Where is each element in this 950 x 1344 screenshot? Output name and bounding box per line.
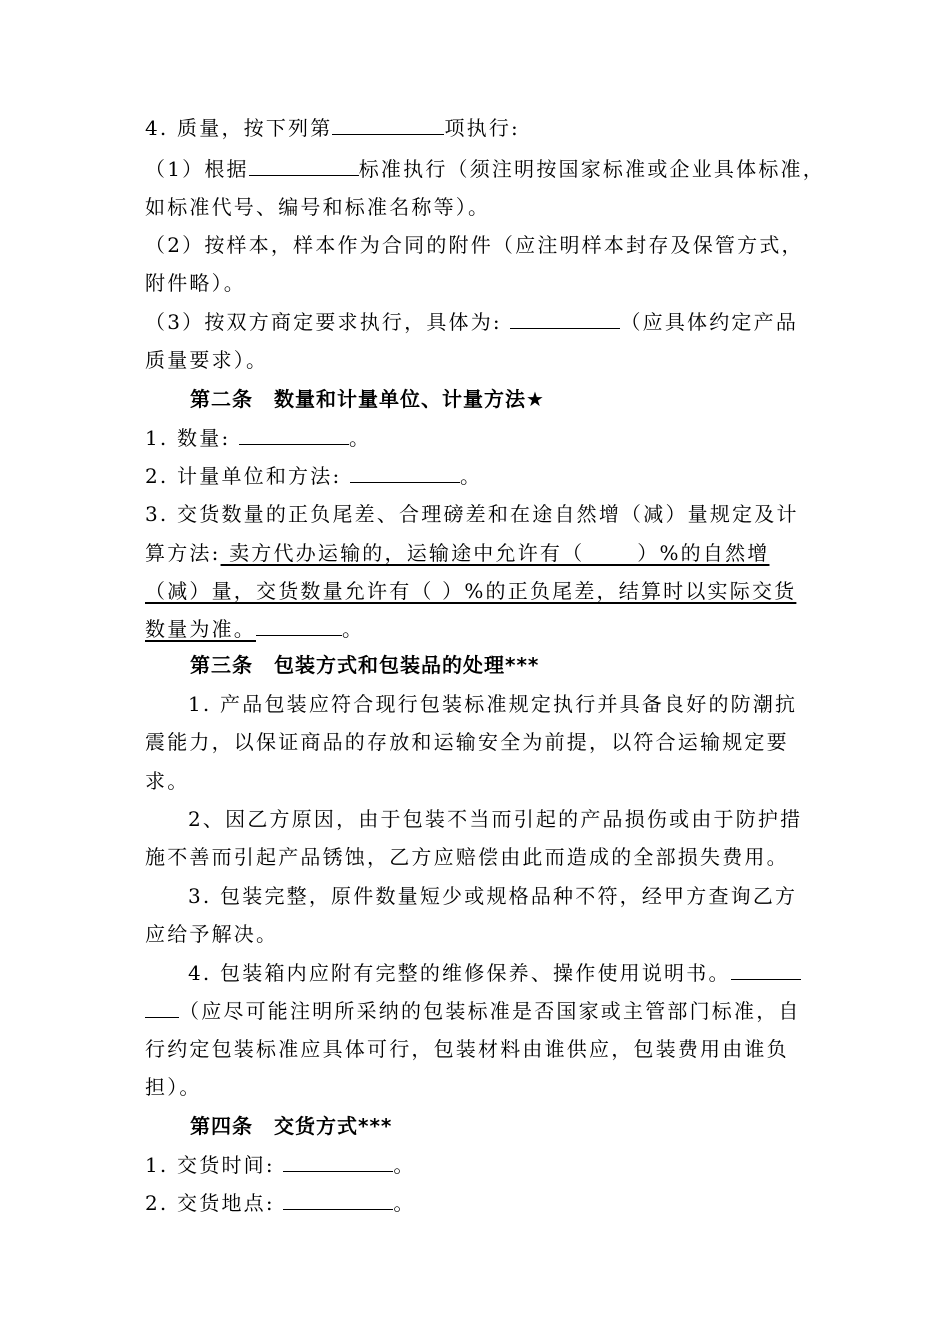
text-line: 附件略）。: [145, 271, 246, 295]
text: 。: [459, 464, 483, 488]
fill-blank[interactable]: [256, 615, 342, 636]
text-line: 担）。: [145, 1075, 202, 1099]
text-line: 求。: [145, 769, 190, 793]
quality-clause: [145, 114, 520, 142]
text: 。: [393, 1153, 416, 1177]
delivery-place-line: [145, 1189, 416, 1217]
fill-blank[interactable]: [283, 1189, 393, 1210]
text: 2. 计量单位和方法:: [145, 464, 342, 488]
text: 4. 质量，按下列第: [145, 116, 333, 140]
text: （3）按双方商定要求执行，具体为:: [145, 310, 502, 334]
text: 。: [393, 1191, 416, 1215]
text-line: 行约定包装标准应具体可行，包装材料由谁供应，包装费用由谁负: [145, 1037, 789, 1061]
section-heading-3: 第三条 包装方式和包装品的处理***: [190, 653, 540, 677]
fill-blank[interactable]: [350, 462, 460, 483]
text: 。: [348, 426, 372, 450]
quality-option-2: （2）按样本，样本作为合同的附件（应注明样本封存及保管方式，: [145, 233, 804, 257]
text-line: 如标准代号、编号和标准名称等）。: [145, 195, 491, 219]
fill-blank[interactable]: [731, 959, 801, 980]
text: （应具体约定产品: [620, 310, 799, 334]
fill-blank[interactable]: [239, 424, 349, 445]
text: 算方法:: [145, 541, 221, 565]
text-line: 2、因乙方原因，由于包装不当而引起的产品损伤或由于防护措: [188, 807, 803, 831]
filled-text: 卖方代办运输的，运输途中允许有（ ）%的自然增: [220, 541, 770, 565]
quantity-line: [145, 424, 371, 452]
packaging-note: [145, 997, 801, 1025]
section-heading-4: 第四条 交货方式***: [190, 1114, 393, 1138]
fill-blank[interactable]: [249, 155, 359, 176]
quality-option-3: [145, 308, 798, 336]
text-line: 3. 交货数量的正负尾差、合理磅差和在途自然增（减）量规定及计: [145, 502, 799, 526]
filled-text: 数量为准。: [145, 617, 256, 641]
text: （应尽可能注明所采纳的包装标准是否国家或主管部门标准，自: [179, 999, 801, 1023]
fill-blank[interactable]: [510, 308, 620, 329]
quality-option-1: [145, 155, 825, 183]
manual-line: [188, 959, 801, 987]
text-line: 震能力，以保证商品的存放和运输安全为前提，以符合运输规定要: [145, 730, 789, 754]
text: 标准执行（须注明按国家标准或企业具体标准，: [358, 157, 825, 181]
filled-text-end: [145, 615, 364, 643]
text: 项执行:: [444, 116, 520, 140]
section-heading-2: 第二条 数量和计量单位、计量方法★: [190, 387, 545, 411]
text-line: 应给予解决。: [145, 922, 279, 946]
fill-blank[interactable]: [332, 114, 444, 135]
text-line: 施不善而引起产品锈蚀，乙方应赔偿由此而造成的全部损失费用。: [145, 845, 789, 869]
text: 4. 包装箱内应附有完整的维修保养、操作使用说明书。: [188, 961, 731, 985]
text-line: 1. 产品包装应符合现行包装标准规定执行并具备良好的防潮抗: [188, 692, 798, 716]
calc-method-line: [145, 539, 769, 567]
unit-method-line: [145, 462, 482, 490]
text: 。: [342, 617, 365, 641]
text: 1. 交货时间:: [145, 1153, 275, 1177]
fill-blank[interactable]: [145, 997, 179, 1018]
fill-blank[interactable]: [283, 1151, 393, 1172]
text: （1）根据: [145, 157, 249, 181]
filled-text-line: （减）量，交货数量允许有（ ）%的正负尾差，结算时以实际交货: [145, 579, 797, 603]
text: 2. 交货地点:: [145, 1191, 275, 1215]
text: 1. 数量:: [145, 426, 231, 450]
text-line: 质量要求）。: [145, 348, 269, 372]
text-line: 3. 包装完整，原件数量短少或规格品种不符，经甲方查询乙方: [188, 884, 798, 908]
delivery-time-line: [145, 1151, 416, 1179]
